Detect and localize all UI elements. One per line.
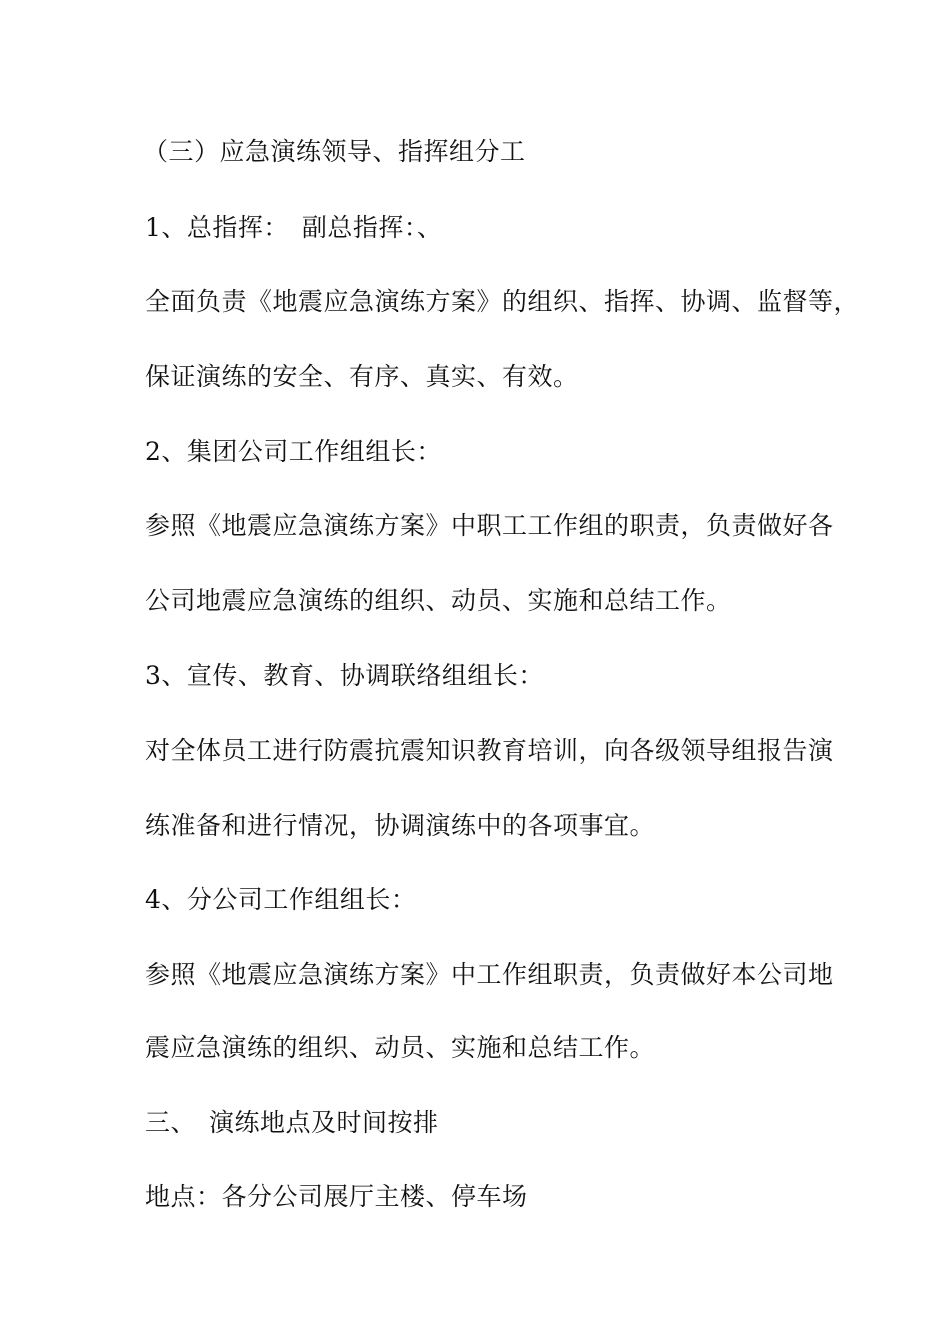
item-commander: 1、总指挥： 副总指挥：、 (145, 213, 443, 242)
location-line: 地点：各分公司展厅主楼、停车场 (145, 1182, 528, 1211)
paragraph-line: 练准备和进行情况，协调演练中的各项事宜。 (145, 811, 656, 840)
paragraph-line: 全面负责《地震应急演练方案》的组织、指挥、协调、监督等， (145, 287, 860, 316)
paragraph-line: 参照《地震应急演练方案》中工作组职责，负责做好本公司地 (145, 960, 834, 989)
paragraph-line: 震应急演练的组织、动员、实施和总结工作。 (145, 1033, 656, 1062)
paragraph-line: 参照《地震应急演练方案》中职工工作组的职责，负责做好各 (145, 511, 834, 540)
section-heading-location: 三、 演练地点及时间按排 (145, 1108, 439, 1137)
paragraph-line: 公司地震应急演练的组织、动员、实施和总结工作。 (145, 586, 732, 615)
section-heading-leadership: （三）应急演练领导、指挥组分工 (143, 137, 526, 166)
item-group-workteam: 2、集团公司工作组组长： (145, 437, 442, 466)
item-branch-workteam: 4、分公司工作组组长： (145, 885, 417, 914)
paragraph-line: 保证演练的安全、有序、真实、有效。 (145, 362, 579, 391)
paragraph-line: 对全体员工进行防震抗震知识教育培训，向各级领导组报告演 (145, 736, 834, 765)
item-publicity-team: 3、宣传、教育、协调联络组组长： (145, 661, 544, 690)
